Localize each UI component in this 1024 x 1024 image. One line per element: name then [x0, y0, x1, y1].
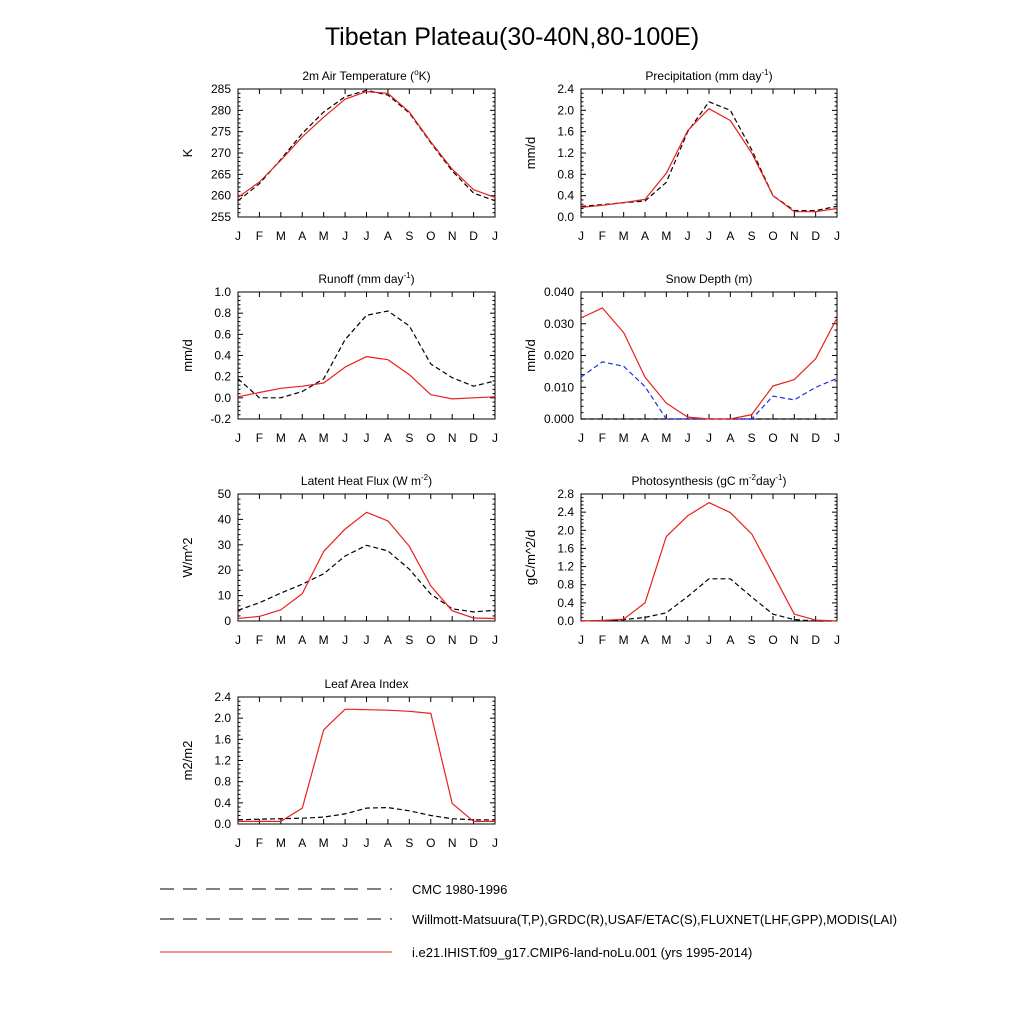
- y-tick-label: 275: [210, 124, 231, 139]
- y-tick-label: 0.4: [214, 795, 231, 810]
- x-tick-label: J: [235, 431, 241, 445]
- y-tick-label: 0.0: [214, 390, 231, 405]
- x-tick-label: A: [383, 633, 392, 647]
- x-tick-label: O: [768, 431, 778, 445]
- series-obs_alt-line: [581, 362, 837, 419]
- panel-lhf: [180, 473, 498, 647]
- panel-lai: [180, 677, 498, 850]
- x-tick-label: J: [706, 431, 712, 445]
- x-tick-label: J: [578, 633, 584, 647]
- x-tick-label: M: [275, 431, 286, 445]
- y-tick-label: 50: [217, 487, 231, 501]
- x-tick-label: F: [255, 229, 264, 243]
- y-tick-label: 1.2: [214, 753, 231, 768]
- y-tick-label: 0.6: [214, 327, 231, 342]
- panel-runoff: [180, 271, 498, 445]
- x-tick-label: J: [706, 229, 712, 243]
- plot-frame: [581, 494, 837, 621]
- x-tick-label: J: [235, 836, 241, 850]
- series-obs-line: [238, 311, 495, 398]
- series-model-line: [238, 709, 495, 821]
- y-tick-label: 0: [224, 614, 231, 628]
- y-tick-label: 0.8: [214, 774, 231, 789]
- x-tick-label: O: [426, 836, 436, 850]
- panel-title: [302, 68, 430, 83]
- x-tick-label: M: [318, 431, 329, 445]
- plot-frame: [238, 89, 495, 217]
- legend-label-cmc: CMC 1980-1996: [412, 882, 508, 897]
- plot-frame: [238, 292, 495, 419]
- x-tick-label: N: [447, 229, 457, 243]
- x-tick-label: S: [405, 431, 414, 445]
- x-tick-label: M: [661, 431, 672, 445]
- y-tick-label: 0.0: [557, 614, 574, 628]
- x-tick-label: J: [363, 431, 370, 445]
- y-tick-label: 260: [210, 188, 231, 203]
- series-obs-line: [238, 808, 495, 820]
- panel-title-text: 2m Air Temperature (: [302, 69, 415, 83]
- y-tick-label: -0.2: [210, 412, 231, 426]
- x-tick-label: D: [811, 229, 821, 243]
- x-tick-label: N: [789, 431, 799, 445]
- y-axis-label: mm/d: [523, 339, 538, 372]
- y-tick-label: 30: [217, 537, 231, 552]
- panel-title: [645, 68, 772, 83]
- x-tick-label: N: [447, 633, 457, 647]
- y-tick-label: 2.8: [557, 487, 574, 501]
- y-tick-label: 2.0: [557, 523, 574, 538]
- y-tick-label: 0.010: [543, 380, 574, 395]
- x-tick-label: J: [342, 836, 349, 850]
- x-tick-label: J: [342, 633, 349, 647]
- y-tick-label: 0.0: [214, 817, 231, 831]
- y-tick-label: 270: [210, 146, 231, 160]
- y-tick-label: 0.8: [557, 167, 574, 182]
- x-tick-label: M: [318, 229, 329, 243]
- series-model-line: [581, 308, 837, 419]
- panel-title-after: ): [782, 474, 787, 488]
- x-tick-label: D: [811, 431, 821, 445]
- x-tick-label: S: [747, 431, 756, 445]
- y-axis-label: mm/d: [523, 136, 538, 170]
- y-axis-label: m2/m2: [180, 740, 195, 781]
- x-tick-label: A: [298, 229, 307, 243]
- series-model-line: [581, 503, 837, 621]
- x-tick-label: J: [342, 431, 349, 445]
- panel-temperature: [180, 68, 498, 243]
- x-tick-label: M: [618, 229, 629, 243]
- x-tick-label: J: [834, 229, 840, 243]
- panel-title-sup: -1: [775, 473, 783, 482]
- x-tick-label: J: [235, 633, 241, 647]
- x-tick-label: S: [747, 633, 756, 647]
- y-tick-label: 1.6: [557, 541, 574, 556]
- panel-gpp: [523, 473, 840, 647]
- y-tick-label: 2.4: [557, 82, 574, 96]
- x-tick-label: J: [578, 229, 584, 243]
- panel-precipitation: [523, 68, 840, 243]
- panel-title-sup: -2: [420, 473, 429, 482]
- x-tick-label: F: [598, 431, 607, 445]
- y-tick-label: 0.0: [557, 210, 574, 224]
- x-tick-label: J: [834, 633, 840, 647]
- panel-title-after: K): [418, 69, 431, 83]
- panel-title-after: ): [428, 474, 433, 488]
- x-tick-label: N: [789, 229, 799, 243]
- panel-title-sup: -2: [748, 473, 757, 482]
- x-tick-label: J: [363, 229, 370, 243]
- x-tick-label: M: [661, 633, 672, 647]
- x-tick-label: D: [469, 633, 478, 647]
- y-tick-label: 0.4: [557, 595, 574, 610]
- x-tick-label: D: [811, 633, 821, 647]
- panel-title-text: Runoff (mm day: [318, 272, 404, 286]
- panel-snow: [523, 272, 840, 445]
- series-obs-line: [581, 579, 837, 621]
- x-tick-label: O: [426, 431, 436, 445]
- x-tick-label: S: [747, 229, 756, 243]
- x-tick-label: M: [275, 633, 286, 647]
- x-tick-label: A: [726, 229, 735, 243]
- y-tick-label: 2.4: [214, 690, 231, 704]
- panel-title-text: Leaf Area Index: [324, 677, 409, 691]
- x-tick-label: J: [235, 229, 241, 243]
- legend: [160, 882, 897, 960]
- y-tick-label: 10: [217, 588, 231, 603]
- panel-title: [324, 677, 408, 691]
- y-tick-label: 0.2: [214, 369, 231, 384]
- x-tick-label: D: [469, 836, 478, 850]
- y-tick-label: 0.040: [543, 285, 574, 299]
- panel-title-sup: -1: [403, 271, 411, 280]
- x-tick-label: F: [255, 633, 264, 647]
- plot-frame: [238, 697, 495, 824]
- x-tick-label: N: [447, 836, 457, 850]
- x-tick-label: A: [298, 836, 307, 850]
- y-tick-label: 2.4: [557, 505, 574, 520]
- y-tick-label: 1.6: [214, 732, 231, 747]
- panel-title: [318, 271, 414, 286]
- y-axis-label: W/m^2: [180, 537, 195, 578]
- x-tick-label: M: [275, 836, 286, 850]
- y-tick-label: 0.8: [214, 306, 231, 321]
- panel-title: [301, 473, 432, 488]
- x-tick-label: M: [318, 633, 329, 647]
- y-tick-label: 0.030: [543, 316, 574, 331]
- x-tick-label: A: [640, 229, 650, 243]
- x-tick-label: M: [618, 431, 629, 445]
- x-tick-label: O: [768, 229, 778, 243]
- legend-label-model: i.e21.IHIST.f09_g17.CMIP6-land-noLu.001 (yrs 1995-2014): [412, 945, 753, 960]
- panel-title-after: ): [768, 69, 773, 83]
- panel-title-after: ): [410, 272, 415, 286]
- y-tick-label: 40: [217, 512, 231, 527]
- x-tick-label: F: [255, 836, 264, 850]
- y-tick-label: 1.2: [557, 559, 574, 574]
- x-tick-label: A: [383, 229, 392, 243]
- series-obs-line: [238, 545, 495, 612]
- panel-title-text: Snow Depth (m): [665, 272, 753, 286]
- panel-title-text: Photosynthesis (gC m: [631, 474, 749, 488]
- series-model-line: [581, 109, 837, 212]
- y-axis-label: K: [180, 148, 195, 158]
- y-tick-label: 0.4: [214, 348, 231, 363]
- y-tick-label: 2.0: [557, 103, 574, 118]
- x-tick-label: J: [492, 431, 498, 445]
- series-obs-line: [581, 102, 837, 211]
- x-tick-label: A: [726, 431, 735, 445]
- x-tick-label: J: [684, 431, 691, 445]
- y-axis-label: mm/d: [180, 339, 195, 372]
- x-tick-label: M: [661, 229, 672, 243]
- x-tick-label: N: [447, 431, 457, 445]
- x-tick-label: J: [363, 633, 370, 647]
- panel-title-text: Latent Heat Flux (W m: [300, 474, 421, 488]
- y-tick-label: 285: [210, 82, 231, 96]
- x-tick-label: N: [789, 633, 799, 647]
- x-tick-label: J: [706, 633, 712, 647]
- y-tick-label: 265: [210, 167, 231, 182]
- figure-title: Tibetan Plateau(30-40N,80-100E): [324, 23, 700, 51]
- y-tick-label: 0.8: [557, 577, 574, 592]
- panel-title-sup: -1: [761, 68, 769, 77]
- x-tick-label: S: [405, 229, 414, 243]
- x-tick-label: J: [342, 229, 349, 243]
- panel-title: [632, 473, 787, 488]
- x-tick-label: A: [298, 431, 307, 445]
- series-model-line: [238, 512, 495, 618]
- x-tick-label: F: [598, 633, 607, 647]
- panel-title-after: day: [756, 474, 776, 488]
- x-tick-label: S: [405, 836, 414, 850]
- y-tick-label: 2.0: [214, 711, 231, 726]
- panel-title: [666, 272, 753, 286]
- y-tick-label: 0.020: [543, 348, 574, 363]
- x-tick-label: J: [492, 633, 498, 647]
- x-tick-label: O: [426, 633, 436, 647]
- x-tick-label: J: [492, 836, 498, 850]
- panel-title-text: Precipitation (mm day: [645, 69, 762, 83]
- y-tick-label: 20: [217, 563, 231, 578]
- y-tick-label: 1.0: [214, 285, 231, 299]
- x-tick-label: M: [275, 229, 286, 243]
- x-tick-label: O: [768, 633, 778, 647]
- y-axis-label: gC/m^2/d: [523, 529, 538, 586]
- x-tick-label: F: [598, 229, 607, 243]
- x-tick-label: A: [383, 836, 392, 850]
- y-tick-label: 0.4: [557, 188, 574, 203]
- x-tick-label: A: [726, 633, 735, 647]
- x-tick-label: A: [383, 431, 392, 445]
- panels: [180, 68, 840, 850]
- x-tick-label: A: [640, 633, 650, 647]
- x-tick-label: F: [255, 431, 264, 445]
- x-tick-label: J: [684, 229, 691, 243]
- x-tick-label: M: [618, 633, 629, 647]
- y-tick-label: 280: [210, 103, 231, 118]
- x-tick-label: J: [684, 633, 691, 647]
- x-tick-label: M: [318, 836, 329, 850]
- y-tick-label: 1.6: [557, 124, 574, 139]
- x-tick-label: A: [298, 633, 307, 647]
- x-tick-label: O: [426, 229, 436, 243]
- series-model-line: [238, 357, 495, 399]
- y-tick-label: 0.000: [543, 412, 574, 426]
- y-tick-label: 255: [210, 210, 231, 224]
- legend-label-obs: Willmott-Matsuura(T,P),GRDC(R),USAF/ETAC(S),FLUXNET(LHF,GPP),MODIS(LAI): [412, 912, 898, 927]
- plot-frame: [581, 292, 837, 419]
- x-tick-label: J: [834, 431, 840, 445]
- x-tick-label: J: [578, 431, 584, 445]
- x-tick-label: J: [363, 836, 370, 850]
- x-tick-label: D: [469, 431, 478, 445]
- y-tick-label: 1.2: [557, 146, 574, 160]
- x-tick-label: A: [640, 431, 650, 445]
- x-tick-label: D: [469, 229, 478, 243]
- x-tick-label: J: [492, 229, 498, 243]
- panel-title-sup: o: [414, 68, 419, 77]
- series-obs-line: [238, 90, 495, 201]
- series-model-line: [238, 92, 495, 198]
- x-tick-label: S: [405, 633, 414, 647]
